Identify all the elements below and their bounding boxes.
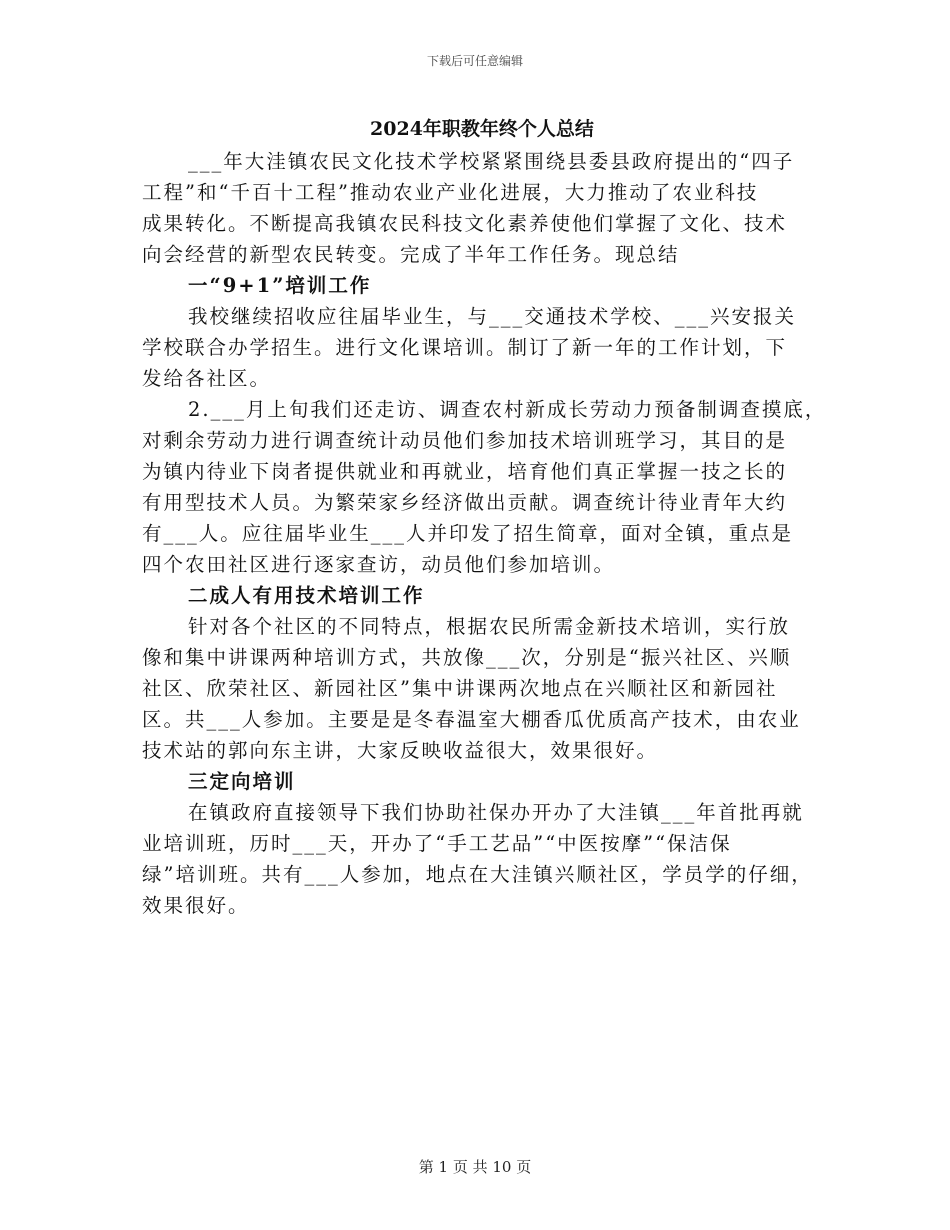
text-line: 有用型技术人员。为繁荣家乡经济做出贡献。调查统计待业青年大约 xyxy=(142,491,788,514)
text-line: 技术站的郭向东主讲，大家反映收益很大，效果很好。 xyxy=(142,739,659,762)
text-line: 针对各个社区的不同特点，根据农民所需金新技术培训，实行放 xyxy=(188,615,791,638)
text-line: 学校联合办学招生。进行文化课培训。制订了新一年的工作计划，下 xyxy=(142,336,788,359)
text-line: 像和集中讲课两种培训方式，共放像___次，分别是“振兴社区、兴顺 xyxy=(142,646,792,669)
text-line: 为镇内待业下岗者提供就业和再就业，培育他们真正掌握一技之长的 xyxy=(142,460,788,483)
text-line: 成果转化。不断提高我镇农民科技文化素养使他们掌握了文化、技术 xyxy=(142,212,788,235)
text-line: 在镇政府直接领导下我们协助社保办开办了大洼镇___年首批再就 xyxy=(188,801,804,824)
text-line: 区。共___人参加。主要是是冬春温室大棚香瓜优质高产技术，由农业 xyxy=(142,708,801,731)
text-line: 业培训班，历时___天，开办了“手工艺品”“中医按摩”“保洁保 xyxy=(142,832,732,855)
text-line: 社区、欣荣社区、新园社区”集中讲课两次地点在兴顺社区和新园社 xyxy=(142,677,778,700)
text-line: 向会经营的新型农民转变。完成了半年工作任务。现总结 xyxy=(142,243,680,266)
text-line: ___年大洼镇农民文化技术学校紧紧围绕县委县政府提出的“四子 xyxy=(188,150,795,173)
text-line: 2.___月上旬我们还走访、调查农村新成长劳动力预备制调查摸底， xyxy=(188,398,827,421)
text-line: 有___人。应往届毕业生___人并印发了招生简章，面对全镇，重点是 xyxy=(142,522,794,545)
text-line: 绿”培训班。共有___人参加，地点在大洼镇兴顺社区，学员学的仔细， xyxy=(142,863,813,886)
section-heading: 二成人有用技术培训工作 xyxy=(188,584,425,607)
text-line: 对剩余劳动力进行调查统计动员他们参加技术培训班学习，其目的是 xyxy=(142,429,788,452)
page-header: 下载后可任意编辑 xyxy=(426,54,523,68)
document-title: 2024年职教年终个人总结 xyxy=(370,118,594,140)
text-line: 四个农田社区进行逐家查访，动员他们参加培训。 xyxy=(142,553,616,576)
text-line: 效果很好。 xyxy=(142,894,250,917)
paragraph-lines xyxy=(142,146,827,921)
document-body xyxy=(142,112,827,921)
section-heading: 一“9+1”培训工作 xyxy=(188,274,372,297)
text-line: 我校继续招收应往届毕业生，与___交通技术学校、___兴安报关 xyxy=(188,305,797,328)
section-heading: 三定向培训 xyxy=(188,770,296,793)
text-line: 工程”和“千百十工程”推动农业产业化进展，大力推动了农业科技 xyxy=(142,181,759,204)
text-line: 发给各社区。 xyxy=(142,367,272,390)
page-footer: 第 1 页 共 10 页 xyxy=(418,1158,532,1176)
